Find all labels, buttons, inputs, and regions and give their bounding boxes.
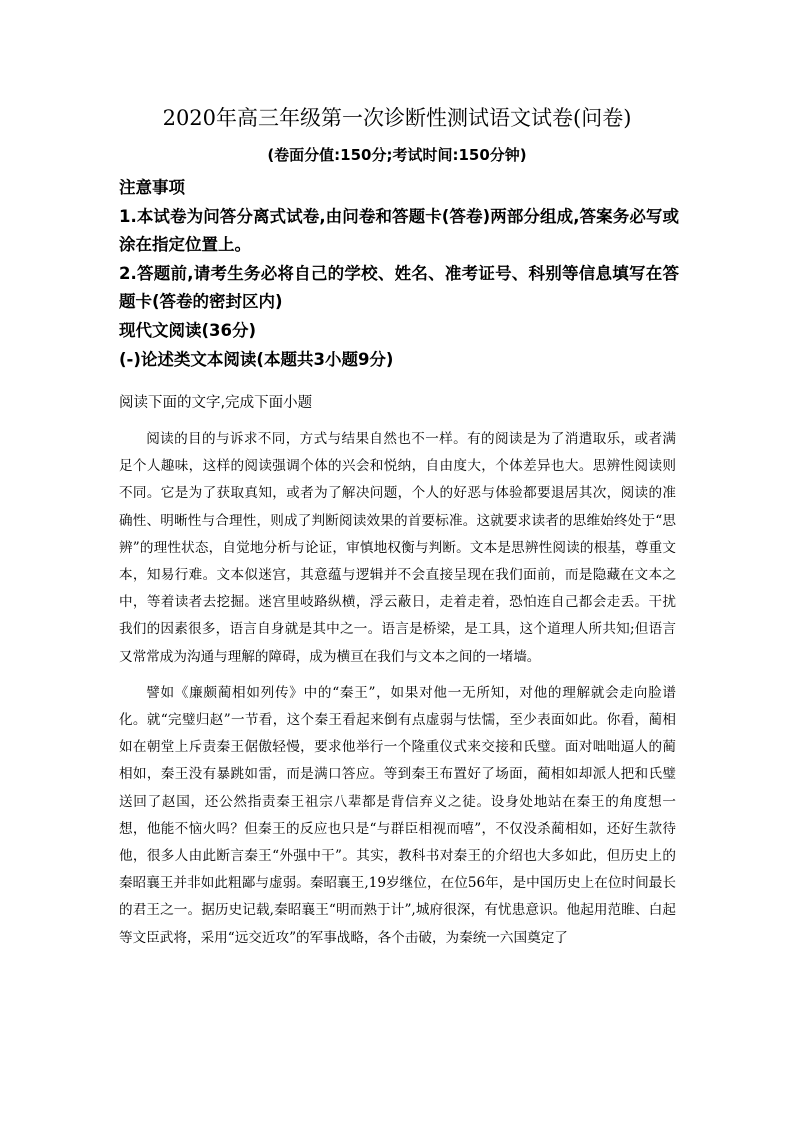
exam-subtitle: (卷面分值:150分;考试时间:150分钟) (267, 146, 527, 164)
passage-paragraph: 阅读的目的与诉求不同，方式与结果自然也不一样。有的阅读是为了消遣取乐，或者满足个人趣味，这样的阅读强调个体的兴会和悦纳，自由度大，个体差异也大。思辨性阅读则不同。它是为了获取真知，或者为了解决问题，个人的好恶与体验都要退居其次，阅读的准确性、明晰性与合理性，则成了判断阅读效果的首要标准。这就要求读者的思维始终处于“思辨”的理性状态，自觉地分析与论证，审慎地权衡与判断。文本是思辨性阅读的根基，尊重文本，知易行难。文本似迷宫，其意蕴与逻辑并不会直接呈现在我们面前，而是隐藏在文本之中，等着读者去挖掘。迷宫里岐路纵横，浮云蔽日，走着走着，恐怕连自己都会走丢。干扰我们的因素很多，语言自身就是其中之一。语言是桥梁，是工具，这个道理人所共知;但语言又常常成为沟通与理解的障碍，成为横亘在我们与文本之间的一堵墙。 (119, 431, 676, 665)
reading-instruction: 阅读下面的文字,完成下面小题 (119, 395, 313, 411)
note-item: 1.本试卷为问答分离式试卷,由问卷和答题卡(答卷)两部分组成,答案务必写或涂在指定位置上。 (119, 206, 679, 255)
exam-title: 2020年高三年级第一次诊断性测试语文试卷(问卷) (162, 106, 632, 130)
subsection-heading: (-)论述类文本阅读(本题共3小题9分) (119, 349, 394, 369)
reading-passage (119, 426, 676, 952)
notes-heading: 注意事项 (119, 178, 185, 197)
note-item: 2.答题前,请考生务必将自己的学校、姓名、准考证号、科别等信息填写在答题卡(答卷的密封区内) (119, 263, 679, 312)
exam-notes (119, 174, 679, 374)
section-heading: 现代文阅读(36分) (119, 320, 257, 340)
passage-paragraph: 譬如《廉颇蔺相如列传》中的“秦王”，如果对他一无所知，对他的理解就会走向脸谱化。就“完璧归赵”一节看，这个秦王看起来倒有点虚弱与怯懦，至少表面如此。你看，蔺相如在朝堂上斥责秦王倨傲轻慢，要求他举行一个隆重仪式来交接和氏璧。面对咄咄逼人的蔺相如，秦王没有暴跳如雷，而是满口答应。等到秦王布置好了场面，蔺相如却派人把和氏璧送回了赵国，还公然指责秦王祖宗八辈都是背信弃义之徒。设身处地站在秦王的角度想一想，他能不恼火吗？但秦王的反应也只是“与群臣相视而嘻”，不仅没杀蔺相如，还好生款待他，很多人由此断言秦王“外强中干”。其实，教科书对秦王的介绍也大多如此，但历史上的秦昭襄王并非如此粗鄙与虚弱。秦昭襄王,19岁继位，在位56年，是中国历史上在位时间最长的君王之一。据历史记载,秦昭襄王“明而熟于计”,城府很深，有忧患意识。他起用范睢、白起等文臣武将，采用“远交近攻”的军事战略，各个击破，为秦统一六国奠定了 (119, 684, 676, 946)
